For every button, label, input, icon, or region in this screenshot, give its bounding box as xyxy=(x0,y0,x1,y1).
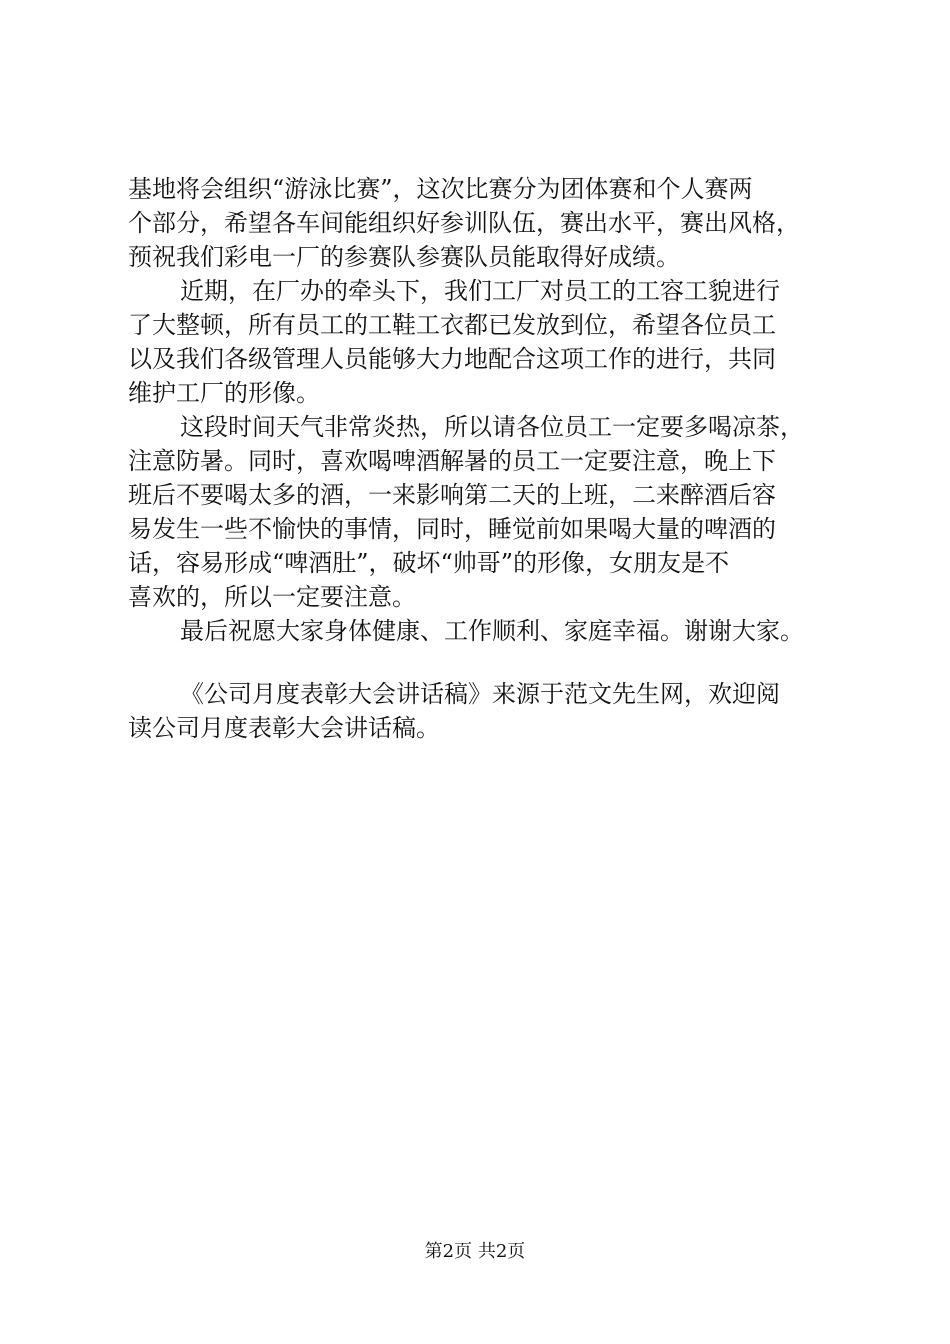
paragraph-gap xyxy=(128,648,838,677)
paragraph-hot-weather xyxy=(128,410,838,614)
text-line: 最后祝愿大家身体健康、工作顺利、家庭幸福。谢谢大家。 xyxy=(180,617,804,645)
text-line: 预祝我们彩电一厂的参赛队参赛队员能取得好成绩。 xyxy=(128,243,680,271)
document-body xyxy=(128,172,838,745)
paragraph-source-note xyxy=(128,677,838,745)
text-line: 读公司月度表彰大会讲话稿。 xyxy=(128,714,440,742)
paragraph-closing-wishes xyxy=(128,614,838,648)
text-line: 维护工厂的形像。 xyxy=(128,379,320,407)
text-line: 注意防暑。同时，喜欢喝啤酒解暑的员工一定要注意，晚上下 xyxy=(128,447,776,475)
page-footer xyxy=(0,1240,950,1264)
text-line: 基地将会组织“游泳比赛”，这次比赛分为团体赛和个人赛两 xyxy=(128,175,753,203)
text-line: 近期，在厂办的牵头下，我们工厂对员工的工容工貌进行 xyxy=(180,277,780,305)
text-line: 了大整顿，所有员工的工鞋工衣都已发放到位，希望各位员工 xyxy=(128,311,776,339)
text-line: 个部分，希望各车间能组织好参训队伍，赛出水平，赛出风格， xyxy=(128,209,800,237)
text-line: 这段时间天气非常炎热，所以请各位员工一定要多喝凉茶， xyxy=(180,413,804,441)
text-line: 喜欢的，所以一定要注意。 xyxy=(128,583,416,611)
paragraph-uniform-rectification xyxy=(128,274,838,410)
page-number-label: 第2页 共2页 xyxy=(424,1241,526,1262)
text-line: 以及我们各级管理人员能够大力地配合这项工作的进行，共同 xyxy=(128,345,776,373)
text-line: 《公司月度表彰大会讲话稿》来源于范文先生网，欢迎阅 xyxy=(180,680,780,708)
text-line: 话，容易形成“啤酒肚”，破坏“帅哥”的形像，女朋友是不 xyxy=(128,549,730,577)
text-line: 班后不要喝太多的酒，一来影响第二天的上班，二来醉酒后容 xyxy=(128,481,776,509)
paragraph-swimming-competition xyxy=(128,172,838,274)
text-line: 易发生一些不愉快的事情，同时，睡觉前如果喝大量的啤酒的 xyxy=(128,515,776,543)
